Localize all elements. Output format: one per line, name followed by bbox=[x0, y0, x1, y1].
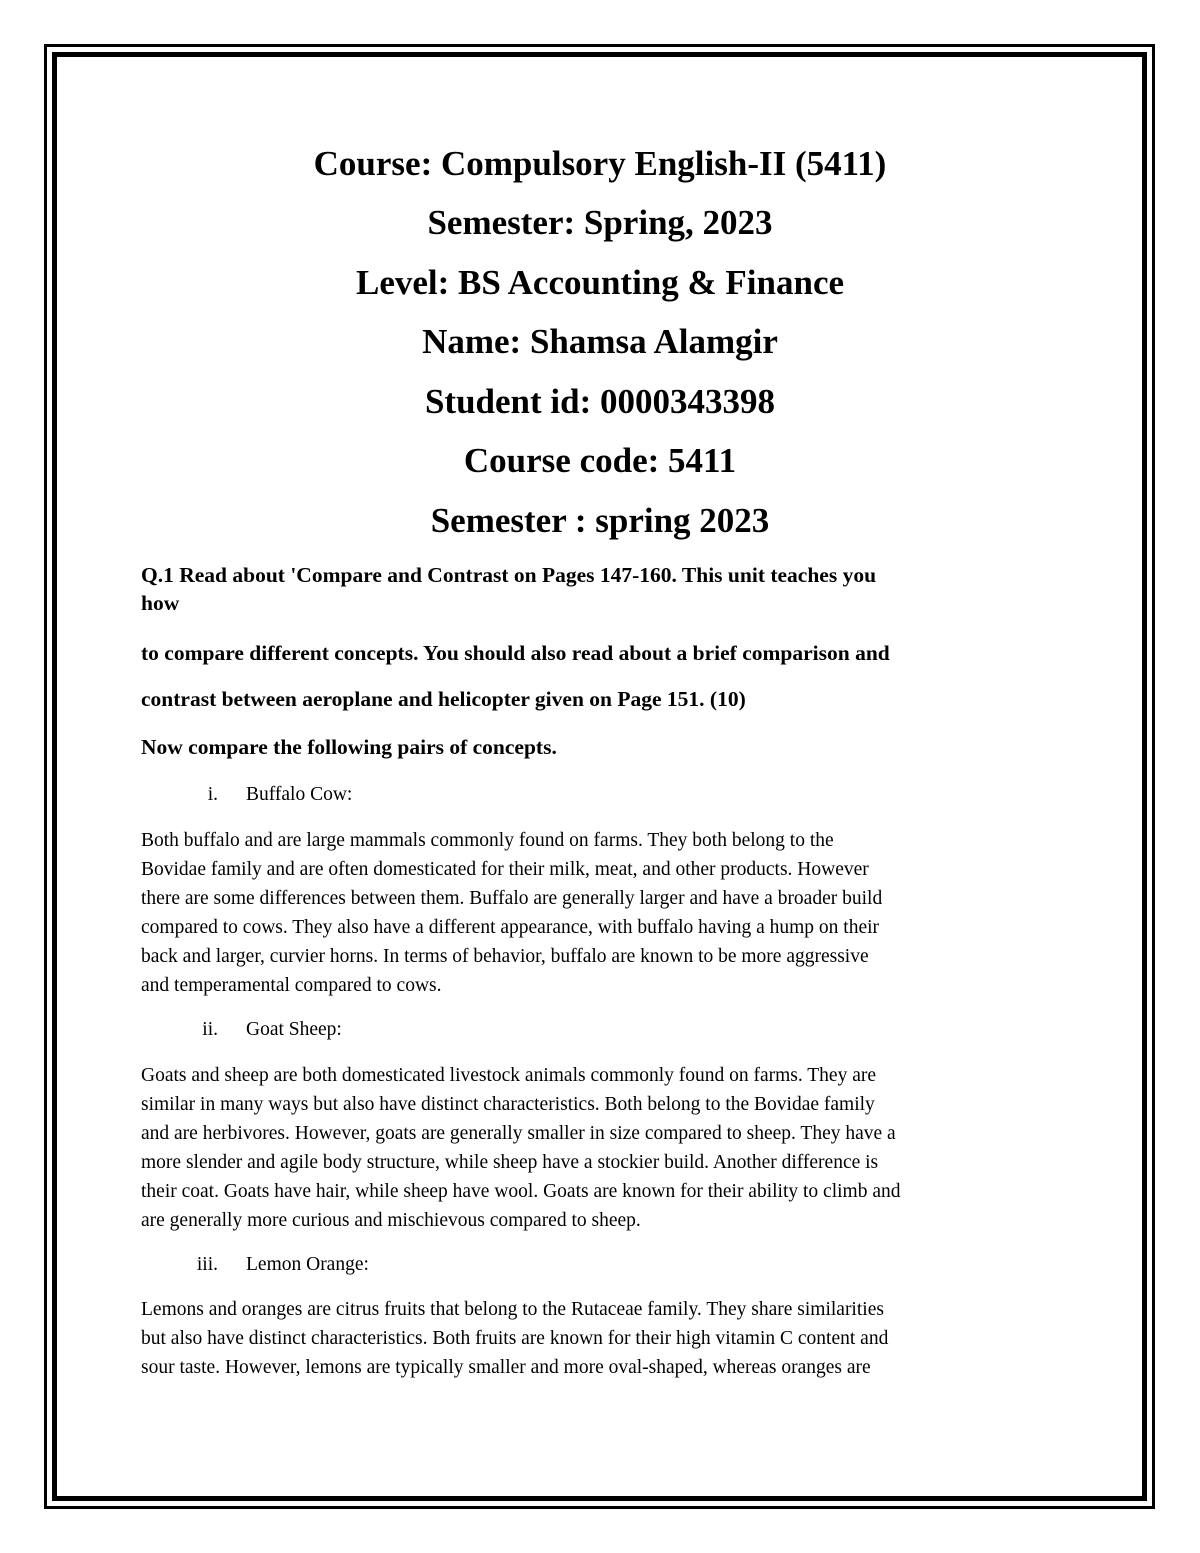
course-code: Course code: 5411 bbox=[463, 441, 737, 480]
paragraph-line: Lemons and oranges are citrus fruits that belong to the Rutaceae family. They share similarities bbox=[141, 1299, 884, 1320]
paragraph-line: more slender and agile body structure, while sheep have a stockier build. Another difference is bbox=[141, 1152, 879, 1173]
level-line: Level: BS Accounting & Finance bbox=[355, 263, 845, 302]
paragraph-line: Goats and sheep are both domesticated livestock animals commonly found on farms. They are bbox=[141, 1065, 877, 1086]
paragraph-line: their coat. Goats have hair, while sheep have wool. Goats are known for their ability to climb and bbox=[141, 1181, 901, 1202]
paragraph-line: are generally more curious and mischievous compared to sheep. bbox=[141, 1210, 641, 1231]
question-line-1: Q.1 Read about 'Compare and Contrast on Pages 147-160. This unit teaches you bbox=[141, 563, 877, 587]
paragraph-line: Both buffalo and are large mammals commonly found on farms. They both belong to the bbox=[141, 830, 834, 851]
answer-paragraph bbox=[141, 1295, 1071, 1382]
question-line-2: how bbox=[141, 591, 180, 615]
paragraph-line: there are some differences between them. Buffalo are generally larger and have a broader build bbox=[141, 888, 883, 909]
list-numeral: i. bbox=[207, 784, 218, 805]
list-label: Buffalo Cow: bbox=[246, 784, 353, 805]
question-line-3: to compare different concepts. You should also read about a brief comparison and bbox=[141, 641, 890, 665]
paragraph-line: and are herbivores. However, goats are generally smaller in size compared to sheep. They have a bbox=[141, 1123, 896, 1144]
student-name: Name: Shamsa Alamgir bbox=[422, 322, 778, 361]
list-label: Goat Sheep: bbox=[246, 1019, 342, 1040]
list-numeral: iii. bbox=[196, 1254, 218, 1275]
paragraph-line: sour taste. However, lemons are typically smaller and more oval-shaped, whereas oranges are bbox=[141, 1357, 871, 1378]
paragraph-line: and temperamental compared to cows. bbox=[141, 975, 442, 996]
paragraph-line: similar in many ways but also have distinct characteristics. Both belong to the Bovidae family bbox=[141, 1094, 875, 1115]
answer-paragraph bbox=[141, 826, 1071, 1000]
list-numeral: ii. bbox=[202, 1019, 218, 1040]
paragraph-line: Bovidae family and are often domesticated for their milk, meat, and other products. However bbox=[141, 859, 869, 880]
semester-line-repeat: Semester : spring 2023 bbox=[430, 501, 770, 540]
paragraph-line: compared to cows. They also have a different appearance, with buffalo having a hump on their bbox=[141, 917, 880, 938]
student-id: Student id: 0000343398 bbox=[424, 382, 776, 421]
course-title: Course: Compulsory English-II (5411) bbox=[313, 144, 887, 183]
paragraph-line: back and larger, curvier horns. In terms of behavior, buffalo are known to be more aggressive bbox=[141, 946, 869, 967]
answer-paragraph bbox=[141, 1061, 1071, 1235]
question-instruction: Now compare the following pairs of concepts. bbox=[141, 735, 557, 759]
paragraph-line: but also have distinct characteristics. Both fruits are known for their high vitamin C content and bbox=[141, 1328, 889, 1349]
question-line-4: contrast between aeroplane and helicopter given on Page 151. (10) bbox=[141, 687, 746, 711]
semester-line: Semester: Spring, 2023 bbox=[427, 203, 773, 242]
list-label: Lemon Orange: bbox=[246, 1254, 369, 1275]
